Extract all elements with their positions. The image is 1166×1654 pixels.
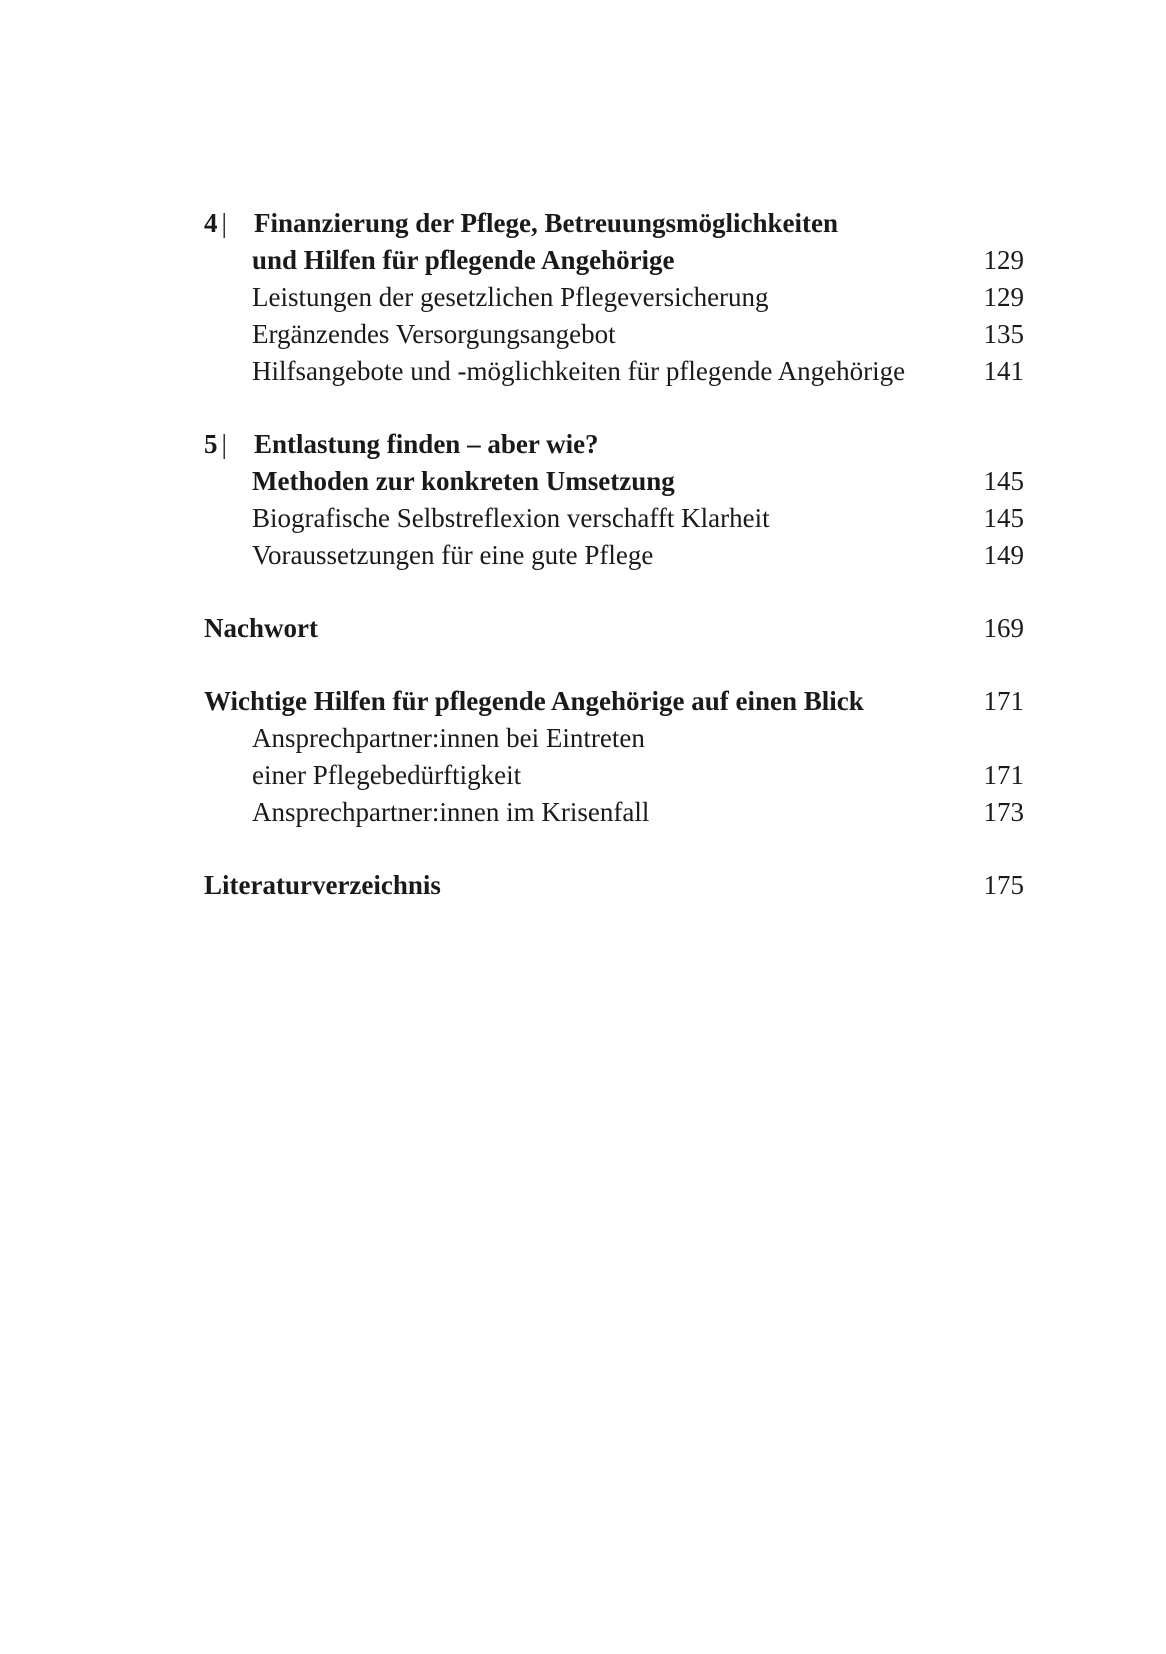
page-number: 145 (983, 503, 1024, 533)
page-number: 135 (983, 319, 1024, 349)
toc-entry[interactable] (204, 353, 1024, 390)
section-title: Nachwort (204, 613, 318, 643)
table-of-contents (204, 205, 1024, 904)
chapter-5-heading-line2[interactable] (204, 463, 1024, 500)
entry-title: Ergänzendes Versorgungsangebot (252, 319, 616, 349)
page-number: 171 (983, 686, 1024, 716)
toc-entry-line1[interactable] (204, 720, 1024, 757)
chapter-title-continued: und Hilfen für pflegende Angehörige (252, 245, 675, 275)
toc-entry[interactable] (204, 279, 1024, 316)
page-number: 129 (983, 245, 1024, 275)
entry-title: Ansprechpartner:innen im Krisenfall (252, 797, 650, 827)
toc-entry[interactable] (204, 500, 1024, 537)
chapter-title-continued: Methoden zur konkreten Umsetzung (252, 466, 675, 496)
page-number: 129 (983, 282, 1024, 312)
chapter-4-heading-line1[interactable] (204, 205, 1024, 242)
spacer (204, 390, 1024, 426)
page-number: 171 (983, 760, 1024, 790)
chapter-number: 4 | (204, 208, 227, 238)
entry-title: Biografische Selbstreflexion verschafft Klarheit (252, 503, 770, 533)
page-number: 145 (983, 466, 1024, 496)
chapter-title: Finanzierung der Pflege, Betreuungsmöglichkeiten (254, 208, 838, 238)
toc-entry-line2[interactable] (204, 757, 1024, 794)
page-number: 149 (983, 540, 1024, 570)
entry-title: Leistungen der gesetzlichen Pflegeversicherung (252, 282, 769, 312)
hilfen-heading[interactable] (204, 683, 1024, 720)
section-title: Wichtige Hilfen für pflegende Angehörige auf einen Blick (204, 686, 864, 716)
page-number: 175 (983, 870, 1024, 900)
chapter-5-heading-line1[interactable] (204, 426, 1024, 463)
chapter-title: Entlastung finden – aber wie? (254, 429, 599, 459)
spacer (204, 831, 1024, 867)
chapter-4-heading-line2[interactable] (204, 242, 1024, 279)
entry-title: Voraussetzungen für eine gute Pflege (252, 540, 654, 570)
section-title: Literaturverzeichnis (204, 870, 441, 900)
toc-entry[interactable] (204, 316, 1024, 353)
page-number: 169 (983, 613, 1024, 643)
entry-title: Hilfsangebote und -möglichkeiten für pflegende Angehörige (252, 356, 906, 386)
nachwort-entry[interactable] (204, 610, 1024, 647)
page-number: 173 (983, 797, 1024, 827)
toc-entry[interactable] (204, 537, 1024, 574)
spacer (204, 647, 1024, 683)
spacer (204, 574, 1024, 610)
entry-title: Ansprechpartner:innen bei Eintreten (252, 723, 645, 753)
chapter-number: 5 | (204, 429, 227, 459)
toc-entry[interactable] (204, 794, 1024, 831)
entry-title-continued: einer Pflegebedürftigkeit (252, 760, 522, 790)
page-number: 141 (983, 356, 1024, 386)
literatur-entry[interactable] (204, 867, 1024, 904)
